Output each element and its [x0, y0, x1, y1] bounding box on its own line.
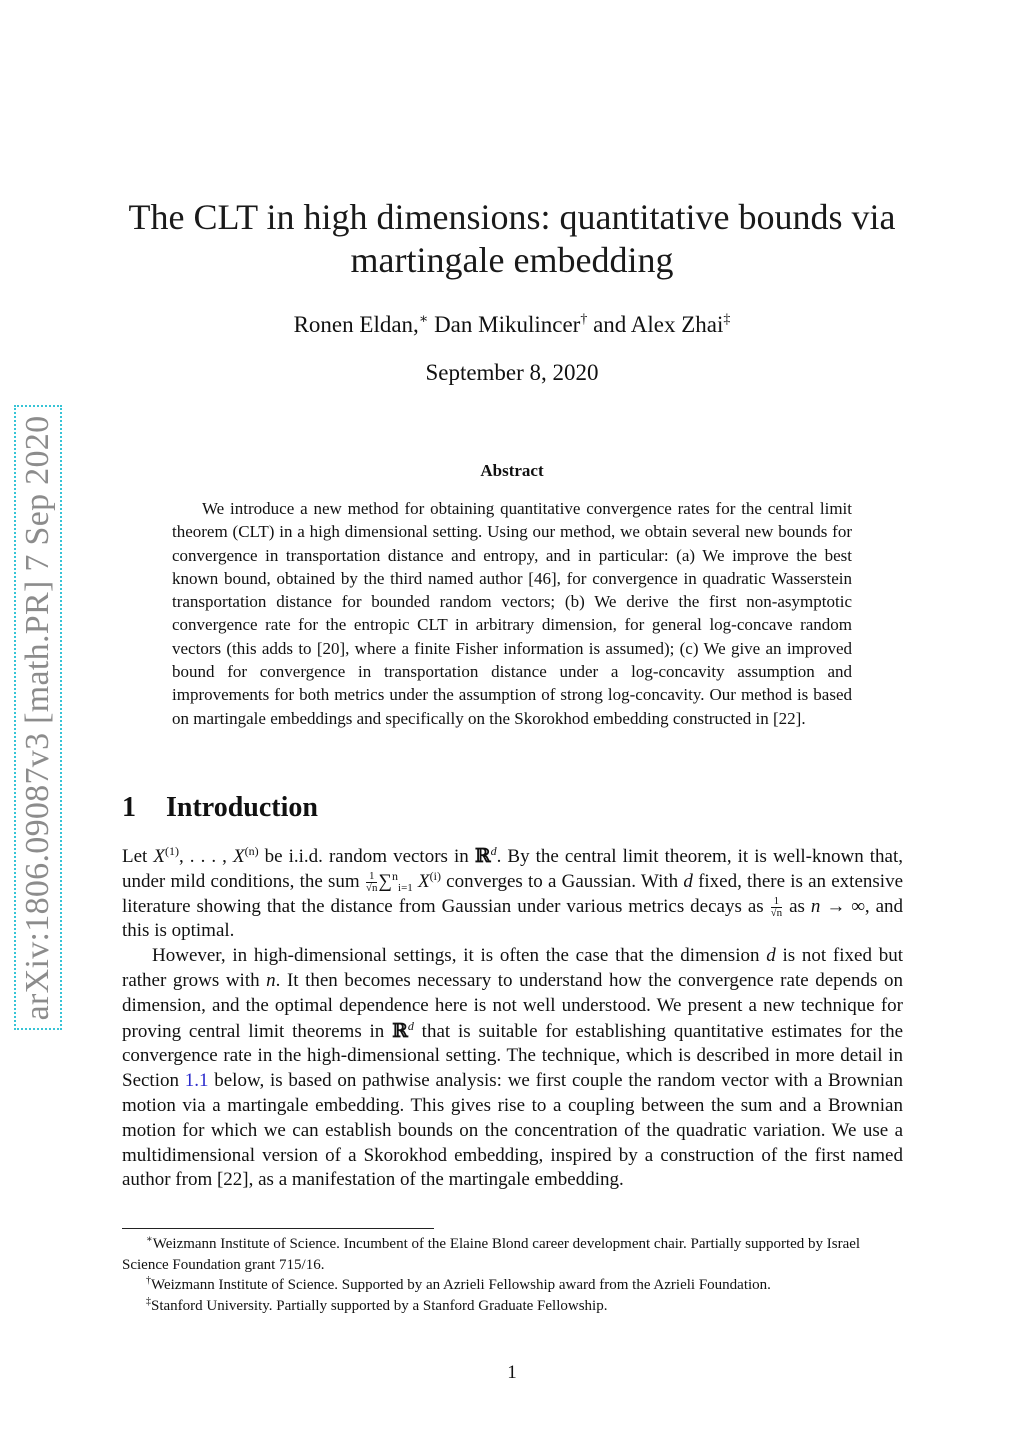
footnote [122, 1296, 903, 1317]
author-name: Ronen Eldan, [293, 312, 419, 337]
author-footnote-mark[interactable]: † [580, 312, 588, 327]
fraction-numerator: 1 [771, 896, 783, 908]
math-sub: i=1 [398, 881, 413, 894]
text-span: . It then becomes necessary to understand how the convergence rate depends on dimension, and the optimal dependence here is not well understood. We present a new technique for proving central limit theorems in [122, 969, 903, 1042]
footnote-mark: ‡ [146, 1295, 151, 1307]
footnote [122, 1275, 903, 1296]
footnote-mark: † [146, 1275, 151, 1286]
arxiv-stamp-text: arXiv:1806.09087v3 [math.PR] 7 Sep 2020 [19, 415, 56, 1020]
author-footnote-mark[interactable]: ∗ [418, 312, 429, 327]
math-expression: n → ∞ [810, 895, 865, 917]
text-span: , and this is optimal. [122, 895, 904, 942]
math-sup: d [407, 1018, 414, 1033]
text-span: , . . . , [178, 846, 233, 867]
abstract-heading: Abstract [480, 461, 544, 480]
math-var: X [418, 870, 430, 892]
author-line [110, 310, 914, 340]
section-heading [122, 790, 318, 826]
intro-paragraph-1 [122, 844, 903, 944]
fraction-denominator: √n [770, 906, 783, 919]
math-sup: (i) [429, 868, 441, 883]
authors-joiner: and [593, 312, 627, 337]
text-span: that is suitable for establishing quantitative estimates for the convergence rate in the high-dimensional setting. The technique, which is described in more detail in Section [122, 1020, 903, 1092]
text-span: fixed, there is an extensive literature showing that the distance from Gaussian under various metrics decays as [122, 870, 904, 917]
math-reals: ℝ [474, 845, 491, 867]
section-number: 1 [122, 792, 136, 823]
fraction-denominator: √n [365, 881, 378, 894]
text-span: converges to a Gaussian. With [440, 870, 684, 892]
author-name: Dan Mikulincer [434, 312, 581, 337]
math-sup: (1) [164, 844, 179, 858]
arxiv-stamp[interactable] [14, 405, 62, 1030]
footnote-text: Weizmann Institute of Science. Supported by an Azrieli Fellowship award from the Azrieli Foundation. [151, 1277, 771, 1293]
introduction-text [122, 844, 903, 1193]
math-sum: ∑ [378, 870, 393, 892]
math-sup: (n) [244, 844, 259, 858]
text-span: as [783, 895, 811, 917]
footnote-text: Weizmann Institute of Science. Incumbent of the Elaine Blond career development chair. Partially supported by Israel Science Foundation grant 715/16. [122, 1236, 861, 1273]
math-var: n [266, 969, 276, 991]
page-number: 1 [507, 1362, 517, 1383]
text-span: below, is based on pathwise analysis: we first couple the random vector with a Brownian motion via a martingale embedding. This gives rise to a coupling between the sum and a Brownian motion for which we can establish bounds on the concentration of the quadratic variation. We use a multidimensional version of a Skorokhod embedding, inspired by a construction of the first named author from [22], as a manifestation of the martingale embedding. [122, 1070, 903, 1191]
math-sup: d [490, 844, 497, 858]
math-var: X [153, 846, 165, 867]
fraction-numerator: 1 [366, 871, 378, 883]
section-title: Introduction [166, 792, 318, 823]
footnote-divider [122, 1228, 434, 1229]
paper-title: The CLT in high dimensions: quantitative bounds via martingale embedding [128, 197, 896, 280]
math-fraction [366, 871, 378, 894]
math-var: X [232, 846, 245, 867]
text-span: . By the central limit theorem, it is well-known that, under mild conditions, the sum [122, 846, 903, 892]
text-span: be i.i.d. random vectors in [258, 846, 475, 867]
math-fraction [771, 896, 783, 919]
math-sup: n [392, 868, 399, 883]
footnote [122, 1234, 903, 1275]
math-reals: ℝ [392, 1019, 408, 1042]
footnotes [122, 1234, 903, 1316]
math-var: d [766, 945, 776, 967]
author-name: Alex Zhai [630, 312, 724, 337]
footnote-mark: ∗ [146, 1234, 153, 1245]
intro-paragraph-2 [122, 944, 903, 1193]
math-var: d [683, 870, 693, 892]
text-span: However, in high-dimensional settings, it is often the case that the dimension [152, 945, 767, 967]
footnote-text: Stanford University. Partially supported by a Stanford Graduate Fellowship. [151, 1297, 608, 1314]
section-reference-link[interactable]: 1.1 [184, 1070, 209, 1092]
text-span: is not fixed but rather grows with [122, 945, 903, 991]
author-footnote-mark[interactable]: ‡ [723, 312, 731, 327]
text-span: Let [122, 846, 154, 867]
paper-date: September 8, 2020 [425, 360, 599, 385]
abstract-body: We introduce a new method for obtaining quantitative convergence rates for the central limit theorem (CLT) in a high dimensional setting. Using our method, we obtain several new bounds for convergence in transportation distance and entropy, and in particular: (a) We improve the best known bound, obtained by the third named author [46], for convergence in quadratic Wasserstein transportation distance for bounded random vectors; (b) We derive the first non-asymptotic convergence rate for the entropic CLT in arbitrary dimension, for general log-concave random vectors (this adds to [20], where a finite Fisher information is assumed); (c) We give an improved bound for convergence in transportation distance under a log-concavity assumption and improvements for both metrics under the assumption of strong log-concavity. Our method is based on martingale embeddings and specifically on the Skorokhod embedding constructed in [22]. [172, 499, 852, 728]
